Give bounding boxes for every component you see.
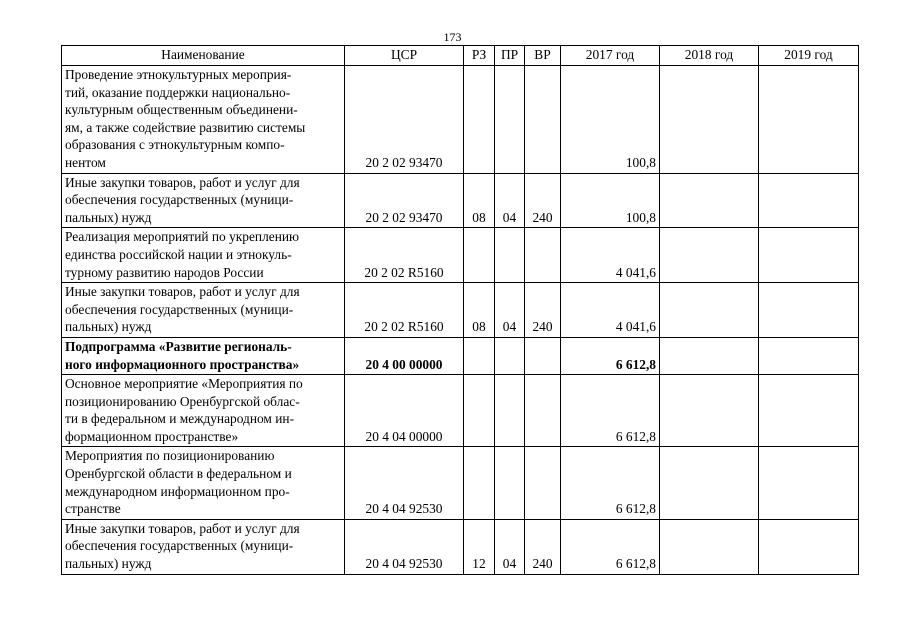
header-rz: РЗ — [464, 46, 495, 66]
header-2019: 2019 год — [759, 46, 859, 66]
cell-csr: 20 4 00 00000 — [345, 337, 464, 374]
header-2017: 2017 год — [561, 46, 660, 66]
cell-2019 — [759, 228, 859, 283]
cell-name: Подпрограмма «Развитие региональ- ного информационного пространства» — [62, 337, 345, 374]
header-pr: ПР — [495, 46, 525, 66]
cell-vr — [525, 337, 561, 374]
table-row — [62, 66, 859, 174]
cell-vr: 240 — [525, 283, 561, 338]
header-name: Наименование — [62, 46, 345, 66]
cell-vr: 240 — [525, 173, 561, 228]
cell-2019 — [759, 337, 859, 374]
cell-csr: 20 2 02 93470 — [345, 173, 464, 228]
cell-2017: 6 612,8 — [561, 519, 660, 574]
cell-rz — [464, 66, 495, 174]
table-row — [62, 283, 859, 338]
cell-rz — [464, 447, 495, 519]
page-number: 173 — [443, 30, 462, 44]
cell-2018 — [660, 519, 759, 574]
cell-2018 — [660, 173, 759, 228]
cell-2017: 4 041,6 — [561, 228, 660, 283]
table-row — [62, 173, 859, 228]
cell-2018 — [660, 337, 759, 374]
cell-2017: 100,8 — [561, 173, 660, 228]
table-row — [62, 228, 859, 283]
cell-vr — [525, 447, 561, 519]
cell-rz: 12 — [464, 519, 495, 574]
cell-pr — [495, 375, 525, 447]
header-2018: 2018 год — [660, 46, 759, 66]
cell-name: Проведение этнокультурных мероприя- тий, оказание поддержки национально- культурным общественным объединени- ям, а также содействие развитию системы образования с этнокультурным компо- нентом — [62, 66, 345, 174]
header-row — [62, 46, 859, 66]
cell-pr: 04 — [495, 283, 525, 338]
budget-table — [61, 45, 859, 575]
cell-pr — [495, 447, 525, 519]
cell-rz: 08 — [464, 173, 495, 228]
cell-name: Мероприятия по позиционированию Оренбургской области в федеральном и международном информационном про- странстве — [62, 447, 345, 519]
cell-2019 — [759, 447, 859, 519]
cell-pr — [495, 228, 525, 283]
cell-2017: 4 041,6 — [561, 283, 660, 338]
cell-pr: 04 — [495, 173, 525, 228]
cell-csr: 20 4 04 00000 — [345, 375, 464, 447]
table-row — [62, 375, 859, 447]
table-row — [62, 447, 859, 519]
cell-2017: 100,8 — [561, 66, 660, 174]
cell-2019 — [759, 173, 859, 228]
cell-2018 — [660, 228, 759, 283]
cell-vr — [525, 228, 561, 283]
cell-pr: 04 — [495, 519, 525, 574]
cell-name: Реализация мероприятий по укреплению единства российской нации и этнокуль- турному развитию народов России — [62, 228, 345, 283]
cell-csr: 20 2 02 R5160 — [345, 283, 464, 338]
cell-2019 — [759, 375, 859, 447]
cell-rz — [464, 337, 495, 374]
cell-name: Иные закупки товаров, работ и услуг для обеспечения государственных (муници- пальных) нужд — [62, 173, 345, 228]
cell-name: Основное мероприятие «Мероприятия по позиционированию Оренбургской облас- ти в федеральном и международном ин- формационном пространстве» — [62, 375, 345, 447]
cell-2017: 6 612,8 — [561, 337, 660, 374]
cell-2019 — [759, 283, 859, 338]
header-vr: ВР — [525, 46, 561, 66]
cell-rz — [464, 228, 495, 283]
cell-vr — [525, 66, 561, 174]
cell-name: Иные закупки товаров, работ и услуг для обеспечения государственных (муници- пальных) нужд — [62, 283, 345, 338]
cell-vr: 240 — [525, 519, 561, 574]
cell-vr — [525, 375, 561, 447]
cell-csr: 20 2 02 93470 — [345, 66, 464, 174]
cell-pr — [495, 66, 525, 174]
cell-2018 — [660, 283, 759, 338]
cell-2017: 6 612,8 — [561, 375, 660, 447]
cell-csr: 20 4 04 92530 — [345, 519, 464, 574]
cell-2017: 6 612,8 — [561, 447, 660, 519]
cell-csr: 20 2 02 R5160 — [345, 228, 464, 283]
cell-2019 — [759, 66, 859, 174]
cell-rz: 08 — [464, 283, 495, 338]
cell-2018 — [660, 447, 759, 519]
cell-name: Иные закупки товаров, работ и услуг для обеспечения государственных (муници- пальных) нужд — [62, 519, 345, 574]
cell-2018 — [660, 66, 759, 174]
cell-2018 — [660, 375, 759, 447]
cell-csr: 20 4 04 92530 — [345, 447, 464, 519]
table-row — [62, 519, 859, 574]
cell-2019 — [759, 519, 859, 574]
table-row-subprogram — [62, 337, 859, 374]
cell-pr — [495, 337, 525, 374]
header-csr: ЦСР — [345, 46, 464, 66]
cell-rz — [464, 375, 495, 447]
